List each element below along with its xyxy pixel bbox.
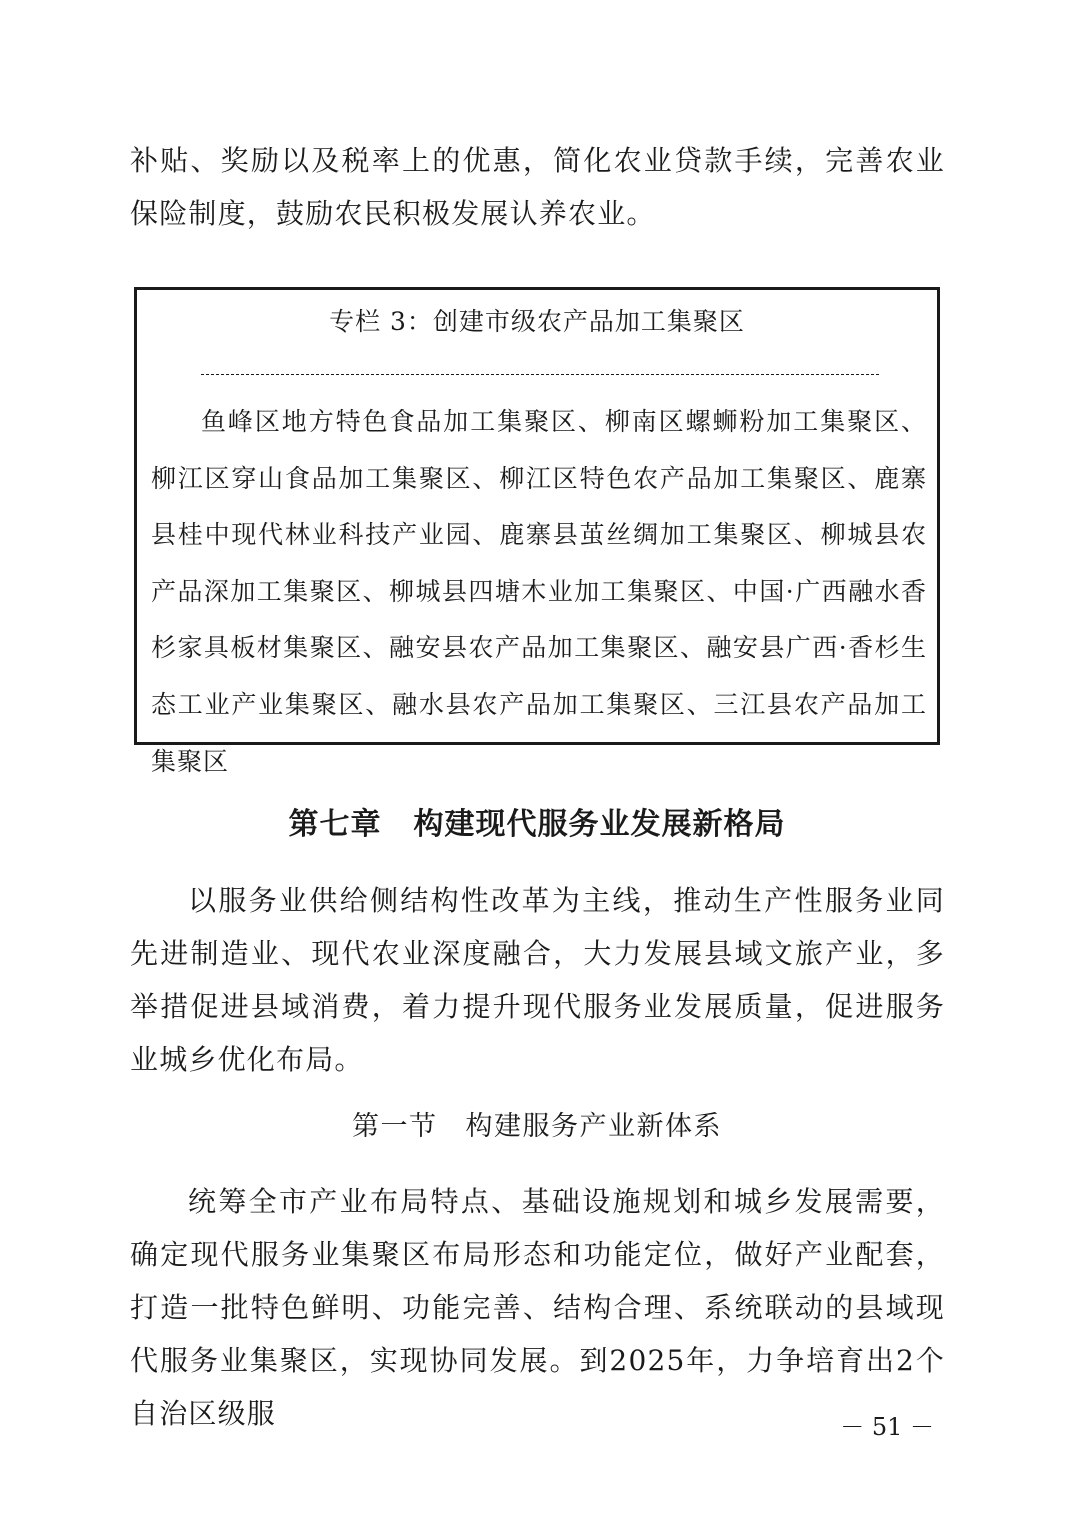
chapter-title: 构建现代服务业发展新格局	[413, 807, 786, 842]
section-title: 构建服务产业新体系	[465, 1111, 722, 1142]
chapter-number: 第七章	[288, 807, 382, 842]
chapter-heading	[0, 803, 1074, 847]
body-paragraph-continued: 补贴、奖励以及税率上的优惠，简化农业贷款手续，完善农业保险制度，鼓励农民积极发展认养农业。	[130, 144, 945, 230]
page-number: － 51 －	[840, 1413, 934, 1441]
section-number: 第一节	[352, 1111, 438, 1142]
section-paragraph: 统筹全市产业布局特点、基础设施规划和城乡发展需要，确定现代服务业集聚区布局形态和功能定位，做好产业配套，打造一批特色鲜明、功能完善、结构合理、系统联动的县域现代服务业集聚区，实现协同发展。到2025年，力争培育出2个自治区级服	[130, 1185, 945, 1430]
column-box	[134, 287, 940, 776]
chapter-intro-paragraph: 以服务业供给侧结构性改革为主线，推动生产性服务业同先进制造业、现代农业深度融合，大力发展县域文旅产业，多举措促进县域消费，着力提升现代服务业发展质量，促进服务业城乡优化布局。	[130, 884, 945, 1076]
section-heading	[0, 1107, 1074, 1147]
column-body: 鱼峰区地方特色食品加工集聚区、柳南区螺蛳粉加工集聚区、柳江区穿山食品加工集聚区、柳江区特色农产品加工集聚区、鹿寨县桂中现代林业科技产业园、鹿寨县茧丝绸加工集聚区、柳城县农产品深加工集聚区、柳城县四塘木业加工集聚区、中国·广西融水香杉家具板材集聚区、融安县农产品加工集聚区、融安县广西·香杉生态工业产业集聚区、融水县农产品加工集聚区、三江县农产品加工集聚区	[151, 407, 927, 776]
column-divider	[201, 374, 879, 375]
column-title: 专栏 3：创建市级农产品加工集聚区	[329, 307, 745, 336]
